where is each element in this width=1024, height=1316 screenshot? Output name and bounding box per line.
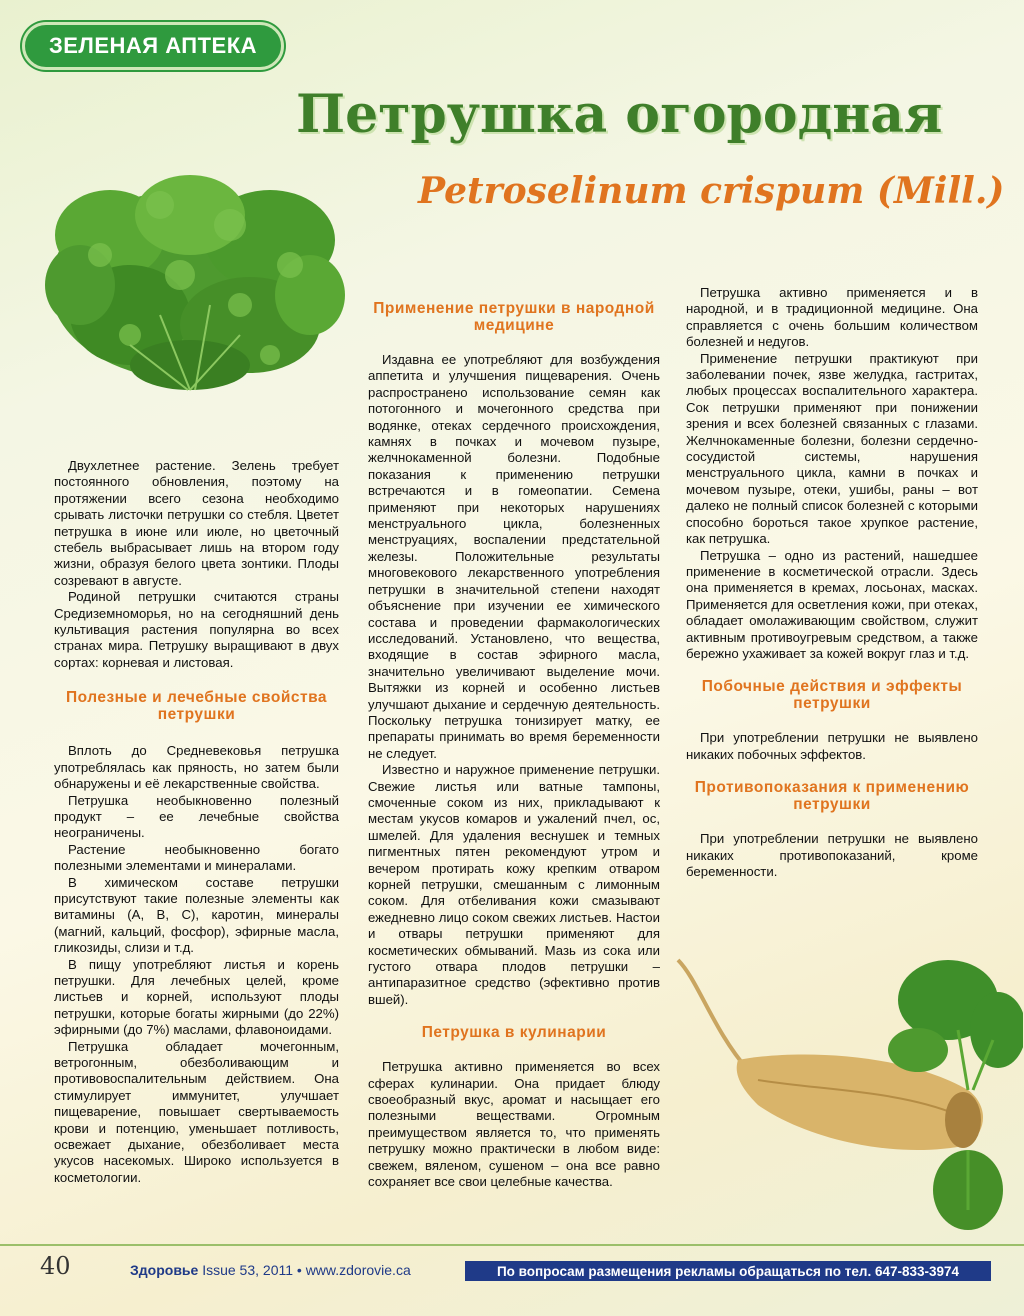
section-heading: Побочные действия и эффекты петрушки	[701, 678, 963, 713]
paragraph: Растение необыкновенно богато полезными элементами и минералами.	[54, 841, 339, 874]
section-heading: Полезные и лечебные свойства петрушки	[65, 689, 328, 724]
footer-ad-banner: По вопросам размещения рекламы обращаться по тел. 647-833-3974	[465, 1261, 991, 1281]
paragraph: Вплоть до Средневековья петрушка употреблялась как пряность, но затем были обнаружены и её лекарственные свойства.	[54, 743, 339, 792]
column-3	[686, 285, 978, 880]
paragraph: Петрушка активно применяется и в народной, и в традиционной медицине. Она справляется с очень большим количеством болезней и недугов.	[686, 285, 978, 350]
section-badge-label: ЗЕЛЕНАЯ АПТЕКА	[48, 33, 258, 58]
issue-info: Issue 53, 2011 • www.zdorovie.ca	[202, 1262, 411, 1278]
page-number: 40	[40, 1252, 71, 1280]
section-heading: Петрушка в кулинарии	[421, 1024, 607, 1042]
column-2	[368, 300, 660, 1191]
paragraph: Петрушка – одно из растений, нашедшее применение в косметической отрасли. Здесь она применяется в кремах, лосьонах, масках. Применяется для осветления кожи, при отеках, обладает омолаживающим свойством, служит активным противоугревым средством, а также бережно ухаживает за кожей вокруг глаз и т.д.	[686, 547, 978, 661]
magazine-name: Здоровье	[130, 1262, 199, 1278]
parsley-root-illustration	[668, 940, 1023, 1240]
paragraph: В пищу употребляют листья и корень петрушки. Для лечебных целей, кроме листьев и корней, используют плоды петрушки, которые богаты жирными (до 22%) эфирными (до 7%) маслами, флавоноидами.	[54, 956, 339, 1038]
section-badge	[22, 22, 284, 70]
paragraph: Петрушка активно применяется во всех сферах кулинарии. Она придает блюду своеобразный вкус, аромат и насыщает его полезными веществами. Огромным преимуществом является то, что применять петрушку можно практически в любом виде: свежем, вяленом, сушеном – она все равно сохраняет все свои целебные качества.	[368, 1059, 660, 1190]
paragraph: В химическом составе петрушки присутствуют такие полезные элементы как витамины (А, В, С), каротин, минералы (магний, кальций, фосфор), эфирные масла, гликозиды, слизи и т.д.	[54, 874, 339, 956]
paragraph: Известно и наружное применение петрушки. Свежие листья или ватные тампоны, смоченные соком из них, прикладывают к местам укусов комаров и ужалений пчел, ос, шмелей. Для удаления веснушек и темных пигментных пятен рекомендуют утром и вечером протирать кожу крепким отваром корней петрушки, смешанным с лимонным соком. Для отбеливания кожи смазывают ежедневно лицо соком свежих листьев. Настои и отвары петрушки применяют для косметических обмываний. Мазь из сока или густого отвара плодов петрушки – антипаразитное средство (эфективно против вшей).	[368, 762, 660, 1007]
footer-divider	[0, 1244, 1024, 1246]
paragraph: При употреблении петрушки не выявлено никаких побочных эффектов.	[686, 730, 978, 762]
paragraph: При употреблении петрушки не выявлено никаких противопоказаний, кроме беременности.	[686, 831, 978, 879]
paragraph: Издавна ее употребляют для возбуждения аппетита и улучшения пищеварения. Очень распространено использование семян как потогонного и мочегонного средства при водянке, отеках сердечного происхождения, камнях в почках и мочевом пузыре, желчнокаменной болезни. Подобные показания к применению петрушки встречаются и в гомеопатии. Семена применяют при некоторых нарушениях менструального цикла, болезненных менструациях, воспалении предстательной железы. Положительные результаты многовекового лекарственного употребления петрушки в значительной степени находят объяснение при изучении ее химического состава и проведении фармакологических исследований. Установлено, что вещества, входящие в состав эфирного масла, значительно увеличивают выделение мочи. Вытяжки из корней и особенно листьев улучшают дыхание и сердечную деятельность. Поскольку петрушка тонизирует матку, ее препараты принимать во время беременности не следует.	[368, 352, 660, 761]
parsley-illustration	[40, 165, 350, 400]
section-heading: Применение петрушки в народной медицине	[373, 300, 655, 334]
latin-title: Petroselinum crispum (Mill.)	[418, 170, 1005, 212]
paragraph: Петрушка необыкновенно полезный продукт – ее лечебные свойства неограничены.	[54, 792, 339, 841]
paragraph: Применение петрушки практикуют при заболевании почек, язве желудка, гастритах, любых процессах воспалительного характера. Сок петрушки применяют при понижении зрения и всех болезней связанных с глазами. Желчнокаменные болезни, болезни сердечно-сосудистой системы, нарушения менструального цикла, камни в почках и мочевом пузыре, отеки, ушибы, раны – вот далеко не полный список болезней с которыми способно бороться такое хрупкое растение, как петрушка.	[686, 350, 978, 547]
paragraph: Двухлетнее растение. Зелень требует постоянного обновления, поэтому на протяжении всего сезона необходимо срывать листочки петрушки со стебля. Цветет петрушка в июне или июле, но цветочный стебель выбрасывает лишь на втором году жизни, образуя белого цвета зонтики. Плоды созревают в августе.	[54, 458, 339, 588]
paragraph: Родиной петрушки считаются страны Средиземноморья, но на сегодняшний день культивация растения популярна во всех странах мира. Петрушку выращивают в двух сортах: корневая и листовая.	[54, 589, 339, 670]
paragraph: Петрушка обладает мочегонным, ветрогонным, обезболивающим и противовоспалительным действием. Она стимулирует иммунитет, улучшает пищеварение, повышает свертываемость крови и потенцию, уменьшает потливость, освежает дыхание, обезболивает места укусов насекомых. Широко используется в косметологии.	[54, 1038, 339, 1185]
magazine-info	[130, 1262, 411, 1278]
page-title: Петрушка огородная	[296, 84, 943, 145]
column-1	[54, 458, 339, 1186]
section-heading: Противопоказания к применению петрушки	[694, 779, 970, 814]
